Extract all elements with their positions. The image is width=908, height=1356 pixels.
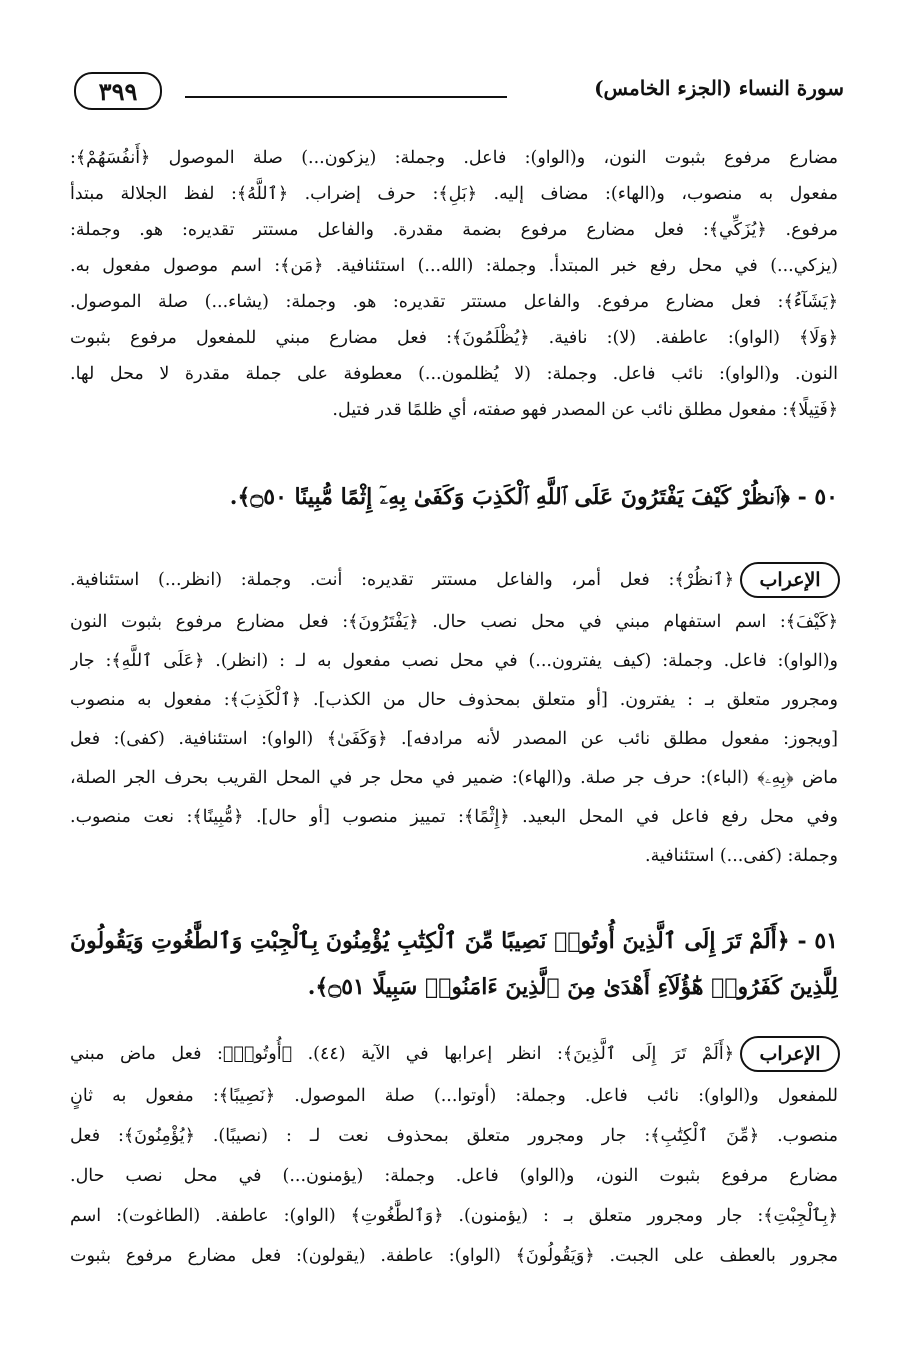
text-line: ماض ﴿بِهِۦ﴾ (الباء): حرف جر صلة. و(الهاء): ضمير في محل جر في المحل القريب بحرف الجر الصلة، [70,768,838,788]
text-line: منصوب. ﴿مِّنَ ٱلْكِتَٰبِ﴾: جار ومجرور متعلق بمحذوف نعت لـ : (نصيبًا). ﴿يُؤْمِنُونَ﴾: فعل [70,1126,838,1146]
text-line: ﴿ٱنظُرْ﴾: فعل أمر، والفاعل مستتر تقديره: أنت. وجملة: (انظر...) استئنافية. [70,570,734,590]
text-line: النون. و(الواو): نائب فاعل. وجملة: (لا يُظلمون...) معطوفة على جملة مقدرة لا محل لها. [70,364,838,384]
verse-text: ﴿ٱنظُرْ كَيْفَ يَفْتَرُونَ عَلَى ٱللَّهِ ٱلْكَذِبَ وَكَفَىٰ بِهِۦٓ إِثْمًا مُّبِينًا ۝٥٠﴾. [229,484,790,510]
text-line: ﴿كَيْفَ﴾: اسم استفهام مبني في محل نصب حال. ﴿يَفْتَرُونَ﴾: فعل مضارع مرفوع بثبوت النون [70,612,838,632]
page-header-title: سورة النساء (الجزء الخامس) [594,76,844,100]
text-line: ومجرور متعلق بـ : يفترون. [أو متعلق بمحذوف حال من الكذب]. ﴿ٱلْكَذِبَ﴾: مفعول به منصوب [70,690,838,710]
verse-text: ﴿أَلَمْ تَرَ إِلَى ٱلَّذِينَ أُوتُوا۟ نَصِيبًا مِّنَ ٱلْكِتَٰبِ يُؤْمِنُونَ بِٱلْجِبْتِ وَٱلطَّٰغُوتِ وَيَقُولُونَ [70,928,790,954]
text-line: مجرور بالعطف على الجبت. ﴿وَيَقُولُونَ﴾ (الواو): عاطفة. (يقولون): فعل مضارع مرفوع بثبوت [70,1246,838,1266]
text-line: ﴿أَلَمْ تَرَ إِلَى ٱلَّذِينَ﴾: انظر إعرابها في الآية (٤٤). ﴿أُوتُوا۟﴾: فعل ماض مبني [70,1044,734,1064]
verse-51-cont: لِلَّذِينَ كَفَرُوا۟ هَٰٓؤُلَآءِ أَهْدَىٰ مِنَ ٱلَّذِينَ ءَامَنُوا۟ سَبِيلًا ۝٥١﴾. [307,974,838,1000]
text-line: (يزكي...) في محل رفع خبر المبتدأ. وجملة: (الله...) استئنافية. ﴿مَن﴾: اسم موصول مفعول به. [70,256,838,276]
text-line: مفعول به منصوب، و(الهاء): مضاف إليه. ﴿بَلِ﴾: حرف إضراب. ﴿ٱللَّهُ﴾: لفظ الجلالة مبتدأ [70,184,838,204]
text-line: و(الواو): فاعل. وجملة: (كيف يفترون...) في محل نصب مفعول به لـ : (انظر). ﴿عَلَى ٱللَّهِ﴾: جار [70,651,838,671]
verse-number: ٥٠ - [797,484,838,510]
page-number: ٣٩٩ [98,76,138,106]
text-line: وجملة: (كفى...) استئنافية. [645,846,838,866]
text-line: مرفوع. ﴿يُزَكِّي﴾: فعل مضارع مرفوع بضمة مقدرة. والفاعل مستتر تقديره: هو. وجملة: [70,220,838,240]
text-line: ﴿بِٱلْجِبْتِ﴾: جار ومجرور متعلق بـ : (يؤمنون). ﴿وَٱلطَّٰغُوتِ﴾ (الواو): عاطفة. (الطاغوت): اسم [70,1206,838,1226]
text-line: للمفعول و(الواو): نائب فاعل. وجملة: (أوتوا...) صلة الموصول. ﴿نَصِيبًا﴾: مفعول به ثانٍ [70,1086,838,1106]
header-rule [185,96,507,98]
irab-label: الإعراب [740,562,840,598]
page-number-badge [74,72,162,110]
verse-50 [70,474,838,520]
irab-label: الإعراب [740,1036,840,1072]
text-line: ﴿فَتِيلًا﴾: مفعول مطلق نائب عن المصدر فهو صفته، أي ظلمًا قدر فتيل. [332,400,838,420]
text-line: ﴿وَلَا﴾ (الواو): عاطفة. (لا): نافية. ﴿يُظْلَمُونَ﴾: فعل مضارع مبني للمفعول مرفوع بثبوت [70,328,838,348]
text-line: مضارع مرفوع بثبوت النون، و(الواو) فاعل. وجملة: (يؤمنون...) في محل نصب حال. [70,1166,838,1186]
text-line: ﴿يَشَآءُ﴾: فعل مضارع مرفوع. والفاعل مستتر تقديره: هو. وجملة: (يشاء...) صلة الموصول. [70,292,838,312]
text-line: وفي محل رفع فاعل في المحل البعيد. ﴿إِثْمًا﴾: تمييز منصوب [أو حال]. ﴿مُّبِينًا﴾: نعت منصوب. [70,807,838,827]
verse-number: ٥١ - [797,928,838,954]
verse-51 [70,918,838,964]
text-line: مضارع مرفوع بثبوت النون، و(الواو): فاعل. وجملة: (يزكون...) صلة الموصول ﴿أَنفُسَهُمْ﴾: [70,148,838,168]
text-line: [ويجوز: مفعول مطلق نائب عن المصدر لأنه مرادفه]. ﴿وَكَفَىٰ﴾ (الواو): استئنافية. (كفى): فعل [70,729,838,749]
